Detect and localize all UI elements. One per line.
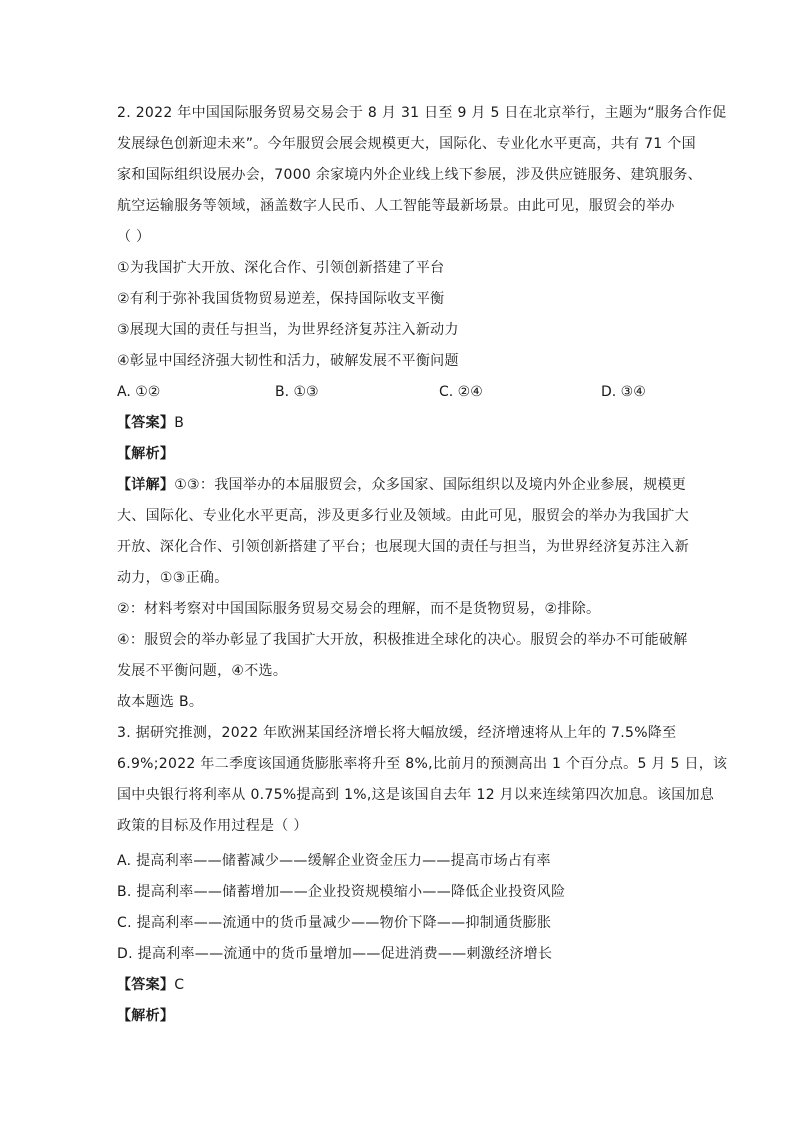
q2-stem-line: 家和国际组织设展办会，7000 余家境内外企业线上线下参展，涉及供应链服务、建筑服务、 bbox=[117, 167, 702, 183]
q2-statement: ④彰显中国经济强大韧性和活力，破解发展不平衡问题 bbox=[117, 353, 459, 369]
q2-detail-line: 开放、深化合作、引领创新搭建了平台；也展现大国的责任与担当，为世界经济复苏注入新 bbox=[117, 539, 689, 555]
q2-detail-line: ②：材料考察对中国国际服务贸易交易会的理解，而不是货物贸易，②排除。 bbox=[117, 601, 601, 617]
answer-value: C bbox=[174, 977, 185, 993]
q2-statement: ③展现大国的责任与担当，为世界经济复苏注入新动力 bbox=[117, 322, 459, 338]
q2-stem-line: 航空运输服务等领域，涵盖数字人民币、人工智能等最新场景。由此可见，服贸会的举办 bbox=[117, 198, 675, 214]
q2-detail-line: ④：服贸会的举办彰显了我国扩大开放，积极推进全球化的决心。服贸会的举办不可能破解 bbox=[117, 632, 688, 648]
q2-statement: ②有利于弥补我国货物贸易逆差，保持国际收支平衡 bbox=[117, 291, 445, 307]
answer-label: 【答案】 bbox=[117, 415, 175, 431]
q2-stem-line: 2. 2022 年中国国际服务贸易交易会于 8 月 31 日至 9 月 5 日在北京举行，主题为“服务合作促 bbox=[117, 105, 727, 121]
q2-detail-line: 发展不平衡问题，④不选。 bbox=[117, 663, 288, 679]
q3-stem-line: 政策的目标及作用过程是（ ） bbox=[117, 818, 308, 834]
q3-analysis-heading bbox=[117, 1006, 174, 1026]
q2-statement: ①为我国扩大开放、深化合作、引领创新搭建了平台 bbox=[117, 260, 445, 276]
q2-option-a: A. ①② bbox=[117, 384, 161, 400]
q3-option-a: A. 提高利率——储蓄减少——缓解企业资金压力——提高市场占有率 bbox=[117, 853, 551, 869]
analysis-label: 【解析】 bbox=[117, 446, 175, 462]
q3-option-b: B. 提高利率——储蓄增加——企业投资规模缩小——降低企业投资风险 bbox=[117, 884, 566, 900]
q2-analysis-heading bbox=[117, 444, 174, 464]
q3-option-d: D. 提高利率——流通中的货币量增加——促进消费——刺激经济增长 bbox=[117, 946, 553, 962]
detail-text: ①③：我国举办的本届服贸会，众多国家、国际组织以及境内外企业参展，规模更 bbox=[174, 477, 687, 493]
q3-answer bbox=[117, 975, 184, 995]
q2-option-d: D. ③④ bbox=[601, 384, 646, 400]
q2-answer bbox=[117, 413, 184, 433]
q2-stem-line: 发展绿色创新迎未来”。今年服贸会展会规模更大，国际化、专业化水平更高，共有 71 个国 bbox=[117, 136, 696, 152]
q2-answer-blank: （ ） bbox=[117, 229, 151, 245]
q3-stem-line: 国中央银行将利率从 0.75%提高到 1%,这是该国自去年 12 月以来连续第四次加息。该国加息 bbox=[117, 787, 715, 803]
q3-option-c: C. 提高利率——流通中的货币量减少——物价下降——抑制通货膨胀 bbox=[117, 915, 552, 931]
detail-label: 【详解】 bbox=[117, 477, 175, 493]
q2-detail-line: 动力，①③正确。 bbox=[117, 570, 229, 586]
q2-option-c: C. ②④ bbox=[439, 384, 483, 400]
q2-detail-line: 大、国际化、专业化水平更高，涉及更多行业及领域。由此可见，服贸会的举办为我国扩大 bbox=[117, 508, 689, 524]
q2-option-b: B. ①③ bbox=[275, 384, 319, 400]
q3-stem-line: 3. 据研究推测，2022 年欧洲某国经济增长将大幅放缓，经济增速将从上年的 7.5%降至 bbox=[117, 725, 677, 741]
answer-value: B bbox=[174, 415, 185, 431]
q2-conclusion: 故本题选 B。 bbox=[117, 694, 204, 710]
q3-stem-line: 6.9%;2022 年二季度该国通货膨胀率将升至 8%,比前月的预测高出 1 个百分点。5 月 5 日，该 bbox=[117, 756, 728, 772]
analysis-label: 【解析】 bbox=[117, 1008, 175, 1024]
answer-label: 【答案】 bbox=[117, 977, 175, 993]
q2-detail-line bbox=[117, 475, 686, 495]
